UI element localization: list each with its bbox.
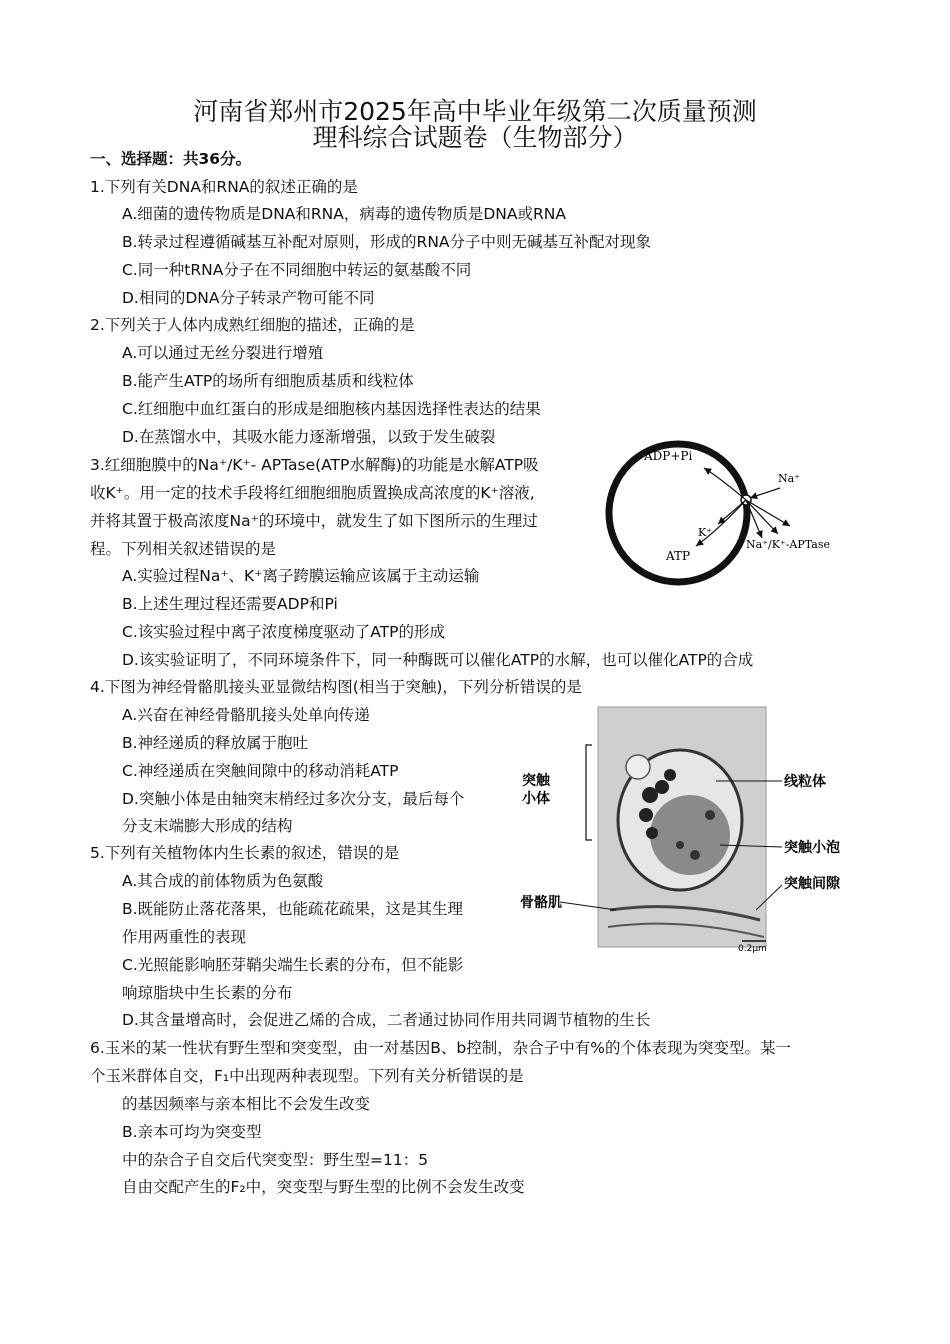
question-5-option-c: C.光照能影响胚芽鞘尖端生长素的分布，但不能影	[122, 956, 464, 974]
question-3-option-d: D.该实验证明了，不同环境条件下，同一种酶既可以催化ATP的水解，也可以催化ATP的合成	[122, 651, 754, 669]
exam-title-line1: 河南省郑州市2025年高中毕业年级第二次质量预测	[193, 97, 757, 126]
label-skeletal-muscle: 骨骼肌	[520, 895, 562, 911]
question-2-option-b: B.能产生ATP的场所有细胞质基质和线粒体	[122, 372, 414, 390]
question-4-option-d-cont: 分支末端膨大形成的结构	[122, 817, 293, 835]
question-3-option-a: A.实验过程Na⁺、K⁺离子跨膜运输应该属于主动运输	[122, 567, 480, 585]
question-1-stem: 1.下列有关DNA和RNA的叙述正确的是	[90, 178, 358, 196]
label-na: Na⁺	[778, 472, 800, 485]
arrow-enzyme-b	[746, 500, 790, 526]
q4-synapse-micrograph-figure	[520, 705, 860, 955]
label-synaptic-cleft: 突触间隙	[784, 876, 840, 892]
question-6-stem-line1: 6.玉米的某一性状有野生型和突变型，由一对基因B、b控制，杂合子中有%的个体表现为突变型。某一	[90, 1039, 791, 1057]
section-heading: 一、选择题：共36分。	[90, 150, 252, 168]
label-enzyme: Na⁺/K⁺-APTase	[746, 538, 830, 551]
label-scale-bar: 0.2μm	[738, 944, 767, 954]
arrow-enzyme-a	[746, 500, 778, 534]
question-3-stem-line3: 并将其置于极高浓度Na⁺的环境中，就发生了如下图所示的生理过	[90, 512, 538, 530]
label-mitochondria: 线粒体	[784, 774, 826, 790]
label-synaptic-vesicle: 突触小泡	[784, 840, 840, 856]
question-5-stem: 5.下列有关植物体内生长素的叙述，错误的是	[90, 844, 400, 862]
question-1-option-c: C.同一种tRNA分子在不同细胞中转运的氨基酸不同	[122, 261, 472, 279]
question-6-stem-line2: 个玉米群体自交，F₁中出现两种表现型。下列有关分析错误的是	[90, 1067, 524, 1085]
question-2-option-c: C.红细胞中血红蛋白的形成是细胞核内基因选择性表达的结果	[122, 400, 541, 418]
question-3-stem-line1: 3.红细胞膜中的Na⁺/K⁺- APTase(ATP水解酶)的功能是水解ATP吸	[90, 456, 539, 474]
question-2-option-d: D.在蒸馏水中，其吸水能力逐渐增强，以致于发生破裂	[122, 428, 496, 446]
question-4-option-d: D.突触小体是由轴突末梢经过多次分支，最后每个	[122, 790, 465, 808]
question-1-option-b: B.转录过程遵循碱基互补配对原则，形成的RNA分子中则无碱基互补配对现象	[122, 233, 652, 251]
question-6-option-b: B.亲本可均为突变型	[122, 1123, 262, 1141]
question-6-option-d: 自由交配产生的F₂中，突变型与野生型的比例不会发生改变	[122, 1178, 525, 1196]
question-2-stem: 2.下列关于人体内成熟红细胞的描述，正确的是	[90, 316, 415, 334]
label-adp: ADP+Pi	[644, 449, 693, 463]
question-5-option-b: B.既能防止落花落果，也能疏花疏果，这是其生理	[122, 900, 464, 918]
question-5-option-c-cont: 响琼脂块中生长素的分布	[122, 984, 293, 1002]
question-2-option-a: A.可以通过无丝分裂进行增殖	[122, 344, 324, 362]
question-3-option-b: B.上述生理过程还需要ADP和Pi	[122, 595, 338, 613]
question-5-option-d: D.其含量增高时，会促进乙烯的合成，二者通过协同作用共同调节植物的生长	[122, 1011, 651, 1029]
question-4-option-b: B.神经递质的释放属于胞吐	[122, 734, 309, 752]
arrow-na-in	[750, 488, 780, 498]
question-3-stem-line2: 收K⁺。用一定的技术手段将红细胞细胞质置换成高浓度的K⁺溶液,	[90, 484, 535, 502]
question-3-stem-line4: 程。下列相关叙述错误的是	[90, 540, 277, 558]
question-5-option-b-cont: 作用两重性的表现	[122, 928, 247, 946]
q3-cell-membrane-figure	[600, 438, 860, 588]
question-4-option-a: A.兴奋在神经骨骼肌接头处单向传递	[122, 706, 370, 724]
question-4-option-c: C.神经递质在突触间隙中的移动消耗ATP	[122, 762, 399, 780]
question-6-option-a: 的基因频率与亲本相比不会发生改变	[122, 1095, 371, 1113]
label-atp: ATP	[666, 549, 691, 563]
question-3-option-c: C.该实验过程中离子浓度梯度驱动了ATP的形成	[122, 623, 445, 641]
question-4-stem: 4.下图为神经骨骼肌接头亚显微结构图(相当于突触)，下列分析错误的是	[90, 678, 582, 696]
question-1-option-d: D.相同的DNA分子转录产物可能不同	[122, 289, 375, 307]
exam-title-line2: 理科综合试题卷（生物部分）	[312, 123, 638, 152]
question-6-option-c: 中的杂合子自交后代突变型：野生型=11：5	[122, 1151, 429, 1169]
label-k: K⁺	[698, 526, 713, 539]
label-synaptic-body-2: 小体	[522, 791, 550, 807]
question-1-option-a: A.细菌的遗传物质是DNA和RNA，病毒的遗传物质是DNA或RNA	[122, 205, 566, 223]
vesicle-cluster	[650, 795, 730, 875]
question-5-option-a: A.其合成的前体物质为色氨酸	[122, 872, 324, 890]
label-synaptic-body-1: 突触	[522, 773, 550, 789]
